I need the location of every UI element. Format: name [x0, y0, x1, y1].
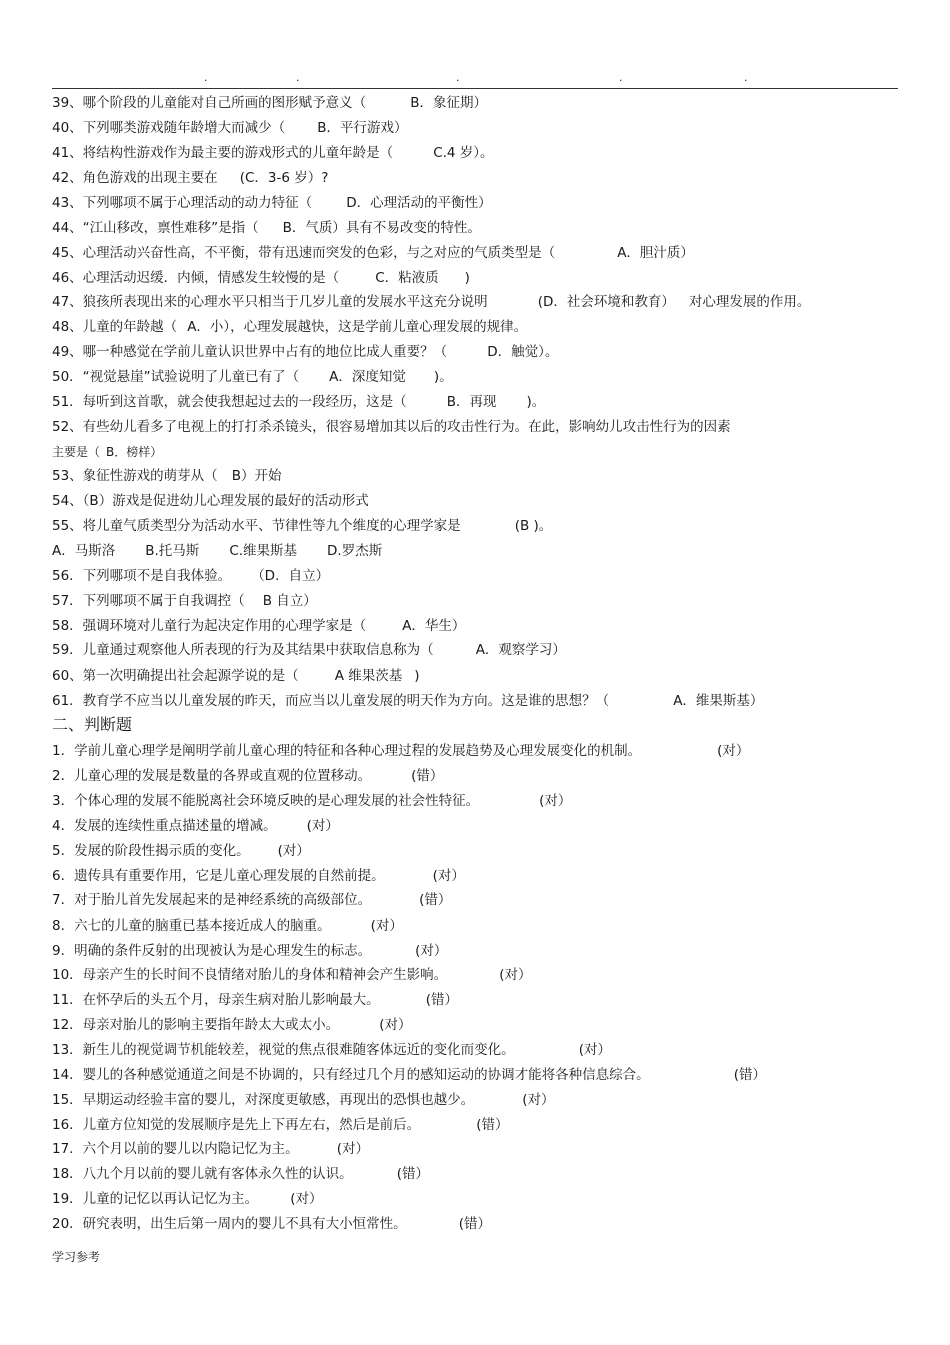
header-dot: .	[619, 71, 623, 84]
answer-text: (错）	[425, 992, 458, 1008]
question-text: 41、将结构性游戏作为最主要的游戏形式的儿童年龄是（	[52, 145, 394, 161]
answer-text: A．深度知觉	[329, 369, 406, 385]
question-text: 45、心理活动兴奋性高，不平衡，带有迅速而突发的色彩，与之对应的气质类型是（	[52, 245, 556, 261]
answer-text: A．胆汁质）	[617, 245, 694, 261]
answer-text: C．粘液质	[375, 270, 439, 286]
tf-question	[52, 867, 465, 885]
question-text: 9．明确的条件反射的出现被认为是心理发生的标志。	[52, 943, 372, 959]
question-text: 44、“江山移改，禀性难移”是指（	[52, 220, 259, 236]
question-text: 16．儿童方位知觉的发展顺序是先上下再左右，然后是前后。	[52, 1117, 421, 1133]
answer-text: (错）	[396, 1166, 429, 1182]
answer-text: B）开始	[231, 468, 282, 484]
mc-question-56	[52, 567, 329, 585]
answer-text: B．再现	[446, 394, 497, 410]
tf-question	[52, 966, 531, 984]
question-text: 50．“视觉悬崖”试验说明了儿童已有了（	[52, 369, 300, 385]
tf-question	[52, 817, 339, 835]
answer-tail: )	[414, 668, 420, 684]
tf-question	[52, 1190, 322, 1208]
tf-question	[52, 842, 310, 860]
tf-question	[52, 1215, 491, 1233]
mc-question-58	[52, 617, 465, 635]
question-text: 49、哪一种感觉在学前儿童认识世界中占有的地位比成人重要？（	[52, 344, 448, 360]
page-footer: 学习参考	[52, 1250, 101, 1264]
answer-text: (对）	[522, 1092, 555, 1108]
answer-text: B．榜样	[106, 445, 151, 459]
mc-question-43	[52, 194, 492, 212]
question-text: 57．下列哪项不属于自我调控（	[52, 593, 245, 609]
mc-question-60	[52, 667, 420, 685]
header-rule	[52, 88, 898, 89]
tf-question	[52, 742, 749, 760]
answer-tail: )。	[526, 394, 546, 410]
answer-text: (对）	[432, 868, 465, 884]
tf-question	[52, 1116, 508, 1134]
answer-text: (对）	[379, 1017, 412, 1033]
mc-question-46	[52, 269, 470, 287]
question-text: 42、角色游戏的出现主要在	[52, 170, 218, 186]
answer-text: (错）	[458, 1216, 491, 1232]
tf-question	[52, 1140, 369, 1158]
question-text: 10．母亲产生的长时间不良情绪对胎儿的身体和精神会产生影响。	[52, 967, 448, 983]
answer-tail: )。	[433, 369, 453, 385]
header-dot: .	[744, 71, 748, 84]
mc-question-45	[52, 244, 694, 262]
answer-text: (对）	[578, 1042, 611, 1058]
tf-question	[52, 1091, 554, 1109]
question-text: 61．教育学不应当以儿童发展的昨天，而应当以儿童发展的明天作为方向。这是谁的思想？（	[52, 693, 610, 709]
option-d: D.罗杰斯	[327, 543, 383, 559]
mc-question-50	[52, 368, 453, 386]
question-text: 59．儿童通过观察他人所表现的行为及其结果中获取信息称为（	[52, 642, 434, 658]
tf-question	[52, 1165, 429, 1183]
mc-question-57	[52, 592, 317, 610]
answer-text: A 维果茨基	[334, 668, 403, 684]
answer-text: (对）	[539, 793, 572, 809]
mc-question-47	[52, 293, 810, 311]
tf-question	[52, 1041, 611, 1059]
question-text: 51．每听到这首歌，就会使我想起过去的一段经历，这是（	[52, 394, 407, 410]
question-text: 53、象征性游戏的萌芽从（	[52, 468, 218, 484]
answer-text: B．平行游戏）	[317, 120, 408, 136]
answer-text: (错）	[411, 768, 444, 784]
answer-text: B．象征期）	[410, 95, 487, 111]
tf-question	[52, 792, 571, 810]
mc-question-48	[52, 318, 527, 336]
option-c: C.维果斯基	[229, 543, 298, 559]
question-text: 5．发展的阶段性揭示质的变化。	[52, 843, 250, 859]
question-text: 46、心理活动迟缓．内倾，情感发生较慢的是（	[52, 270, 340, 286]
header-dot: .	[296, 71, 300, 84]
tf-question	[52, 767, 443, 785]
answer-text: (对）	[415, 943, 448, 959]
mc-question-53	[52, 467, 281, 485]
mc-question-49	[52, 343, 558, 361]
option-b: B.托马斯	[145, 543, 200, 559]
question-text: 11．在怀孕后的头五个月，母亲生病对胎儿影响最大。	[52, 992, 380, 1008]
question-text: 8．六七的儿童的脑重已基本接近成人的脑重。	[52, 918, 331, 934]
question-text: 48、儿童的年龄越（	[52, 319, 178, 335]
answer-text: (D．社会环境和教育）	[537, 294, 675, 310]
question-text: 主要是（	[52, 445, 101, 459]
answer-text: (B )。	[514, 518, 553, 534]
answer-text: (错）	[419, 892, 452, 908]
question-text: 18．八九个月以前的婴儿就有客体永久性的认识。	[52, 1166, 353, 1182]
question-text: 3．个体心理的发展不能脱离社会环境反映的是心理发展的社会性特征。	[52, 793, 480, 809]
tf-question	[52, 1066, 766, 1084]
answer-text: (C．3-6 岁）?	[239, 170, 329, 186]
question-text: 19．儿童的记忆以再认记忆为主。	[52, 1191, 259, 1207]
answer-text: B 自立）	[262, 593, 317, 609]
answer-text: (错）	[476, 1117, 509, 1133]
question-text: 17．六个月以前的婴儿以内隐记忆为主。	[52, 1141, 299, 1157]
tf-question	[52, 1016, 411, 1034]
question-text: 60、第一次明确提出社会起源学说的是（	[52, 668, 299, 684]
question-text: 39、哪个阶段的儿童能对自己所画的图形赋予意义（	[52, 95, 367, 111]
answer-text: (对）	[336, 1141, 369, 1157]
answer-text: (对）	[717, 743, 750, 759]
question-text: 40、下列哪类游戏随年龄增大而减少（	[52, 120, 286, 136]
mc-question-61	[52, 692, 763, 710]
answer-text: D．心理活动的平衡性）	[346, 195, 492, 211]
question-text: 1．学前儿童心理学是阐明学前儿童心理的特征和各种心理过程的发展趋势及心理发展变化的机制。	[52, 743, 642, 759]
answer-tail: 对心理发展的作用。	[688, 294, 811, 310]
answer-text: A．观察学习）	[475, 642, 566, 658]
answer-tail: ）	[150, 445, 163, 459]
mc-question-39	[52, 94, 487, 112]
header-dot: .	[456, 71, 460, 84]
mc-question-52	[52, 418, 731, 436]
question-text: 47、狼孩所表现出来的心理水平只相当于几岁儿童的发展水平这充分说明	[52, 294, 488, 310]
mc-question-59	[52, 641, 566, 659]
question-text: 15．早期运动经验丰富的婴儿，对深度更敏感，再现出的恐惧也越少。	[52, 1092, 475, 1108]
mc-options-55	[52, 542, 382, 560]
tf-question	[52, 891, 451, 909]
question-text: 52、有些幼儿看多了电视上的打打杀杀镜头，很容易增加其以后的攻击性行为。在此，影响幼儿攻击性行为的因素	[52, 419, 731, 435]
answer-text: (错）	[733, 1067, 766, 1083]
answer-tail: )	[464, 270, 470, 286]
answer-text: A．维果斯基）	[673, 693, 764, 709]
answer-text: A．华生）	[402, 618, 466, 634]
answer-text: D．触觉）。	[487, 344, 559, 360]
mc-question-55	[52, 517, 552, 535]
answer-text: B．气质）具有不易改变的特性。	[282, 220, 481, 236]
mc-question-52-cont	[52, 443, 162, 461]
question-text: 12．母亲对胎儿的影响主要指年龄太大或太小。	[52, 1017, 340, 1033]
answer-text: (对）	[306, 818, 339, 834]
question-text: 14．婴儿的各种感觉通道之间是不协调的，只有经过几个月的感知运动的协调才能将各种信息综合。	[52, 1067, 650, 1083]
answer-text: A．小），心理发展越快，这是学前儿童心理发展的规律。	[187, 319, 528, 335]
question-text: 20．研究表明，出生后第一周内的婴儿不具有大小恒常性。	[52, 1216, 407, 1232]
tf-question	[52, 917, 403, 935]
mc-question-51	[52, 393, 545, 411]
question-text: 43、下列哪项不属于心理活动的动力特征（	[52, 195, 313, 211]
mc-question-44	[52, 219, 481, 237]
mc-question-42	[52, 169, 328, 187]
header-dot: .	[204, 71, 208, 84]
tf-question	[52, 942, 447, 960]
question-text: 2．儿童心理的发展是数量的各界或直观的位置移动。	[52, 768, 372, 784]
question-text: 7．对于胎儿首先发展起来的是神经系统的高级部位。	[52, 892, 372, 908]
question-text: 4．发展的连续性重点描述量的增减。	[52, 818, 277, 834]
question-text: 56．下列哪项不是自我体验。	[52, 568, 232, 584]
question-text: 13．新生儿的视觉调节机能较差，视觉的焦点很难随客体远近的变化而变化。	[52, 1042, 515, 1058]
question-text: 6．遗传具有重要作用，它是儿童心理发展的自然前提。	[52, 868, 385, 884]
answer-text: C.4 岁）。	[433, 145, 494, 161]
option-a: A．马斯洛	[52, 543, 116, 559]
answer-text: (对）	[290, 1191, 323, 1207]
mc-question-54	[52, 492, 369, 510]
mc-question-41	[52, 144, 494, 162]
answer-text: (对）	[370, 918, 403, 934]
question-text: 54、（B）游戏是促进幼儿心理发展的最好的活动形式	[52, 493, 369, 509]
tf-question	[52, 991, 458, 1009]
answer-text: (对）	[499, 967, 532, 983]
question-text: 58．强调环境对儿童行为起决定作用的心理学家是（	[52, 618, 367, 634]
question-text: 55、将儿童气质类型分为活动水平、节律性等九个维度的心理学家是	[52, 518, 461, 534]
answer-text: (对）	[277, 843, 310, 859]
answer-text: （D．自立）	[251, 568, 330, 584]
section-title: 二、判断题	[52, 715, 133, 734]
mc-question-40	[52, 119, 407, 137]
